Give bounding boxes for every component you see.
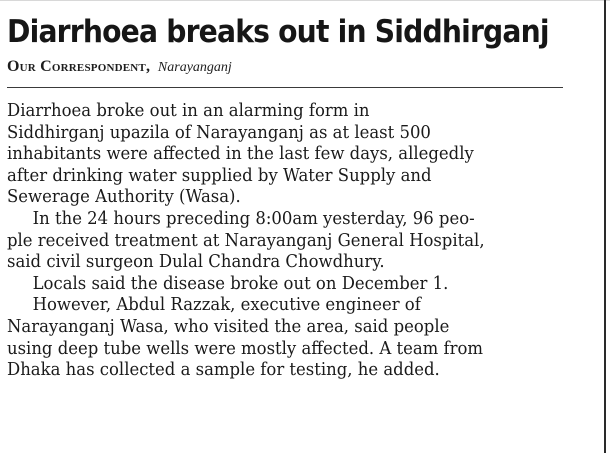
page-top-edge	[0, 0, 610, 5]
body-line: Siddhirganj upazila of Narayanganj as at least 500	[7, 121, 431, 143]
body-line: However, Abdul Razzak, executive engineer of	[32, 294, 421, 316]
body-line: using deep tube wells were mostly affected. A team from	[7, 337, 484, 359]
body-line: Sewerage Authority (Wasa).	[7, 186, 241, 208]
body-line: In the 24 hours preceding 8:00am yesterday, 96 peo-	[32, 207, 475, 229]
body-line: Dhaka has collected a sample for testing, he added.	[7, 359, 440, 381]
body-line: inhabitants were affected in the last few days, allegedly	[7, 143, 474, 165]
body-line: said civil surgeon Dulal Chandra Chowdhury.	[7, 251, 385, 273]
article-body	[7, 100, 567, 381]
body-line: Narayanganj Wasa, who visited the area, said people	[7, 315, 450, 337]
news-article	[7, 10, 569, 381]
body-line: Diarrhoea broke out in an alarming form in	[7, 100, 370, 121]
byline-author: Our Correspondent,	[7, 58, 151, 75]
headline: Diarrhoea breaks out in Siddhirganj	[7, 14, 549, 50]
body-line: Locals said the disease broke out on December 1.	[32, 272, 449, 294]
body-line: ple received treatment at Narayanganj General Hospital,	[7, 229, 485, 251]
byline-divider	[7, 87, 563, 88]
byline-location: Narayanganj	[157, 60, 232, 75]
column-right-rule	[604, 0, 606, 453]
body-line: after drinking water supplied by Water Supply and	[7, 164, 432, 186]
byline	[7, 57, 569, 78]
